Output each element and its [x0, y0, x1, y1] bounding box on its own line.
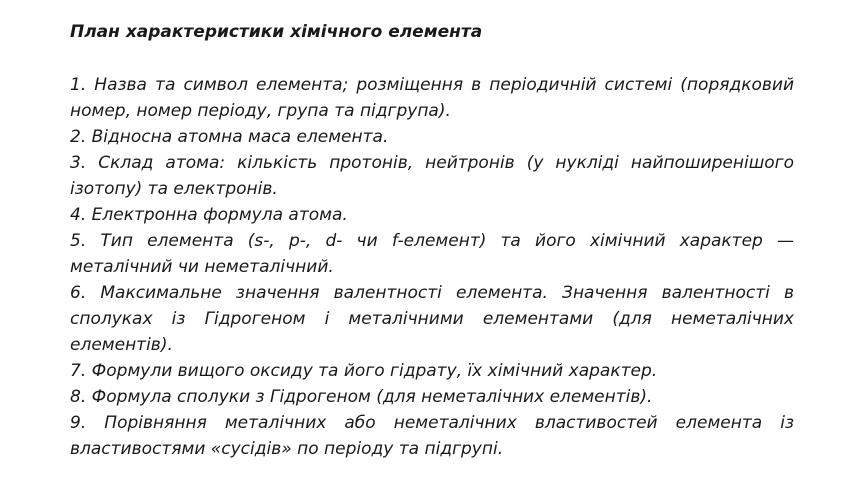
list-item: 9. Порівняння металічних або неметалічних властивостей елемента із властивостями «сусідів» по періоду та підгрупі.: [70, 413, 794, 459]
list-item: 8. Формула сполуки з Гідрогеном (для неметалічних елементів).: [70, 387, 653, 407]
list-item: 1. Назва та символ елемента; розміщення в періодичній системі (порядковий номер, номер періоду, група та підгрупа).: [70, 75, 794, 121]
characteristics-list: [70, 72, 794, 462]
list-item: 7. Формули вищого оксиду та його гідрату, їх хімічний характер.: [70, 361, 658, 381]
list-item: 3. Склад атома: кількість протонів, нейтронів (у нукліді найпоширенішого ізотопу) та електронів.: [70, 153, 794, 199]
document-title: План характеристики хімічного елемента: [70, 22, 483, 42]
document: [70, 19, 794, 462]
list-item: 6. Максимальне значення валентності елемента. Значення валентності в сполуках із Гідрогеном і металічними елементами (для неметалічних елементів).: [70, 283, 794, 355]
list-item: 2. Відносна атомна маса елемента.: [70, 127, 389, 147]
list-item: 5. Тип елемента (s-, p-, d- чи f-елемент) та його хімічний характер — металічний чи неметалічний.: [70, 231, 794, 277]
list-item: 4. Електронна формула атома.: [70, 205, 348, 225]
